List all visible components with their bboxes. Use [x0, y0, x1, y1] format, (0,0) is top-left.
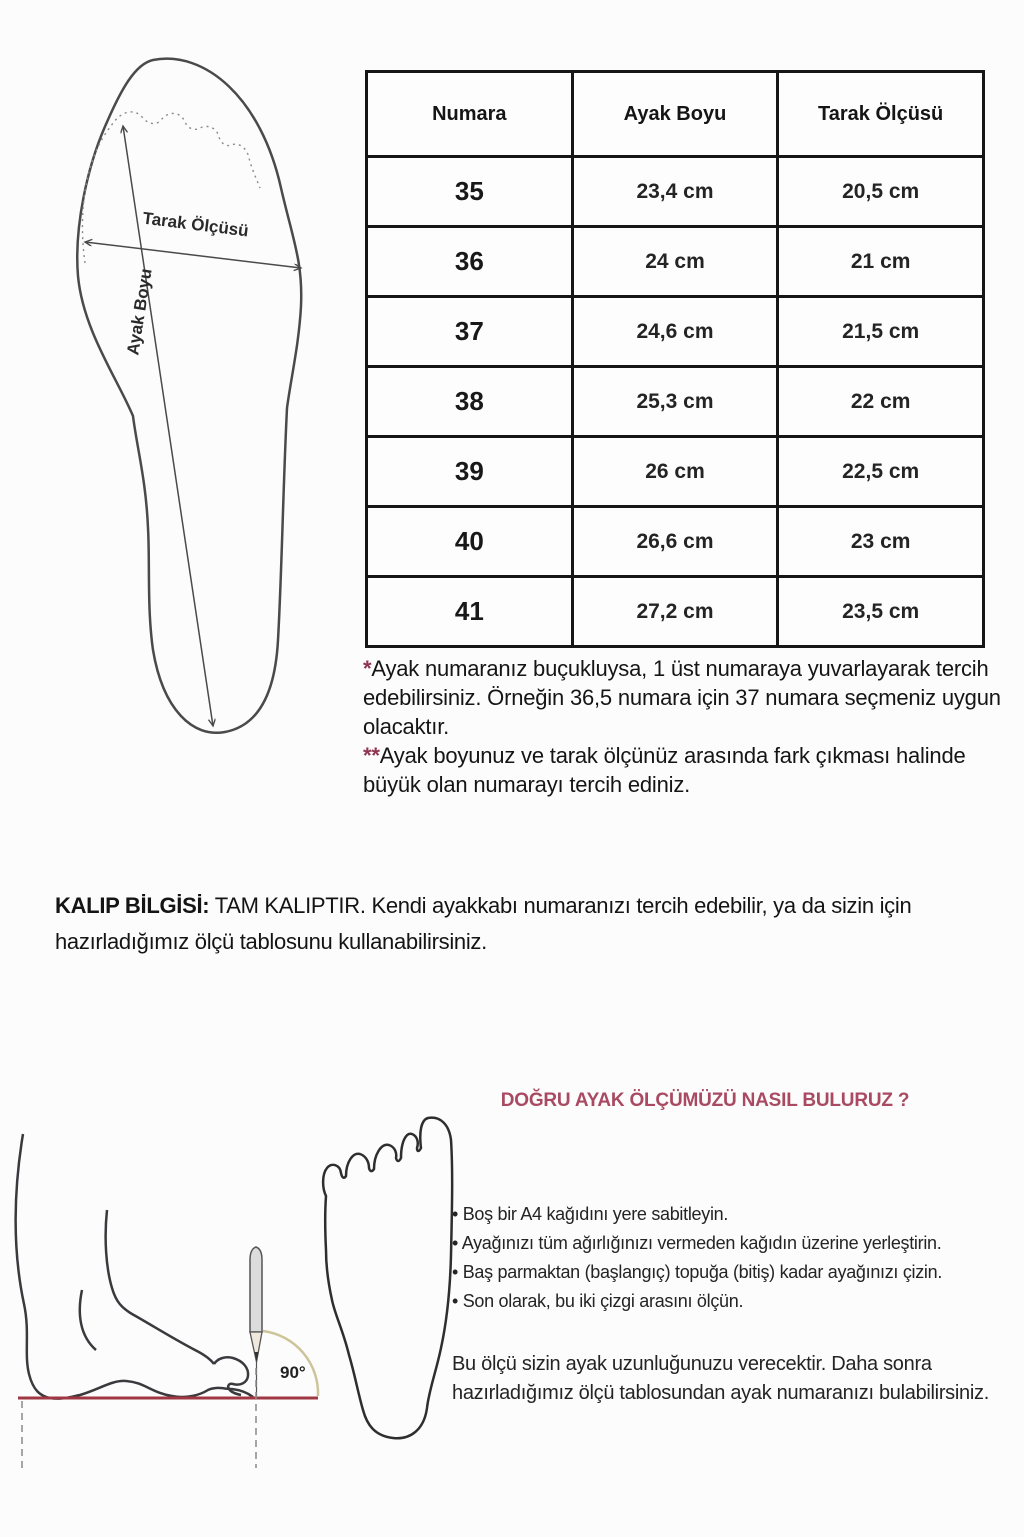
list-item: • Son olarak, bu iki çizgi arasını ölçün. — [452, 1287, 1024, 1316]
cell-tarak-olcusu: 20,5 cm — [778, 157, 984, 227]
angle-label: 90° — [280, 1363, 306, 1382]
header-numara: Numara — [367, 72, 573, 157]
list-item: • Baş parmaktan (başlangıç) topuğa (bitiş) kadar ayağınızı çizin. — [452, 1258, 1024, 1287]
table-row — [367, 437, 984, 507]
table-row — [367, 367, 984, 437]
foot-instep-outline — [106, 1210, 214, 1364]
insole-outline — [77, 59, 301, 733]
table-row — [367, 157, 984, 227]
list-item: • Ayağınızı tüm ağırlığınızı vermeden kağıdın üzerine yerleştirin. — [452, 1229, 1024, 1258]
cell-ayak-boyu: 26,6 cm — [572, 507, 778, 577]
insole-toe-contour-dotted — [82, 112, 260, 263]
table-row — [367, 297, 984, 367]
footnote-2-asterisk: ** — [363, 743, 380, 768]
width-arrow — [85, 242, 301, 268]
cell-tarak-olcusu: 22 cm — [778, 367, 984, 437]
closing-paragraph: Bu ölçü sizin ayak uzunluğunuzu verecektir. Daha sonra hazırladığımız ölçü tablosundan ayak numaranızı bulabilirsiniz. — [452, 1353, 989, 1404]
footnote-2 — [363, 741, 1023, 799]
footnote-1-asterisk: * — [363, 656, 372, 681]
cell-tarak-olcusu: 22,5 cm — [778, 437, 984, 507]
footprint-outline — [323, 1118, 452, 1439]
cell-numara: 39 — [367, 437, 573, 507]
cell-numara: 37 — [367, 297, 573, 367]
table-row — [367, 227, 984, 297]
table-row — [367, 577, 984, 647]
footnote-1 — [363, 654, 1023, 741]
footnote-1-text: Ayak numaranız buçukluysa, 1 üst numaraya yuvarlayarak tercih edebilirsiniz. Örneğin 36,5 numara için 37 numara seçmeniz uygun olacaktır. — [363, 656, 1001, 739]
cell-tarak-olcusu: 21 cm — [778, 227, 984, 297]
cell-tarak-olcusu: 23 cm — [778, 507, 984, 577]
cell-ayak-boyu: 25,3 cm — [572, 367, 778, 437]
footnotes — [363, 654, 1023, 799]
howto-heading: DOĞRU AYAK ÖLÇÜMÜZÜ NASIL BULURUZ ? — [500, 1090, 910, 1111]
kalip-label: KALIP BİLGİSİ: — [55, 893, 210, 918]
length-label: Ayak Boyu — [123, 267, 156, 357]
side-foot-diagram — [0, 1118, 340, 1478]
cell-numara: 38 — [367, 367, 573, 437]
cell-tarak-olcusu: 23,5 cm — [778, 577, 984, 647]
size-table — [365, 70, 985, 648]
ankle-inner-line — [80, 1290, 96, 1350]
footprint-diagram — [315, 1110, 470, 1460]
cell-numara: 36 — [367, 227, 573, 297]
insole-diagram — [65, 48, 315, 748]
cell-numara: 35 — [367, 157, 573, 227]
width-label: Tarak Ölçüsü — [141, 208, 250, 241]
cell-numara: 40 — [367, 507, 573, 577]
table-row — [367, 507, 984, 577]
howto-bullets — [452, 1200, 1024, 1316]
footnote-2-text: Ayak boyunuz ve tarak ölçünüz arasında fark çıkması halinde büyük olan numarayı tercih ediniz. — [363, 743, 966, 797]
kalip-text: TAM KALIPTIR. Kendi ayakkabı numaranızı tercih edebilir, ya da sizin için hazırladığımız ölçü tablosunu kullanabilirsiniz. — [55, 893, 912, 954]
cell-tarak-olcusu: 21,5 cm — [778, 297, 984, 367]
header-ayak-boyu: Ayak Boyu — [572, 72, 778, 157]
size-table-header-row — [367, 72, 984, 157]
cell-ayak-boyu: 24 cm — [572, 227, 778, 297]
header-tarak-olcusu: Tarak Ölçüsü — [778, 72, 984, 157]
cell-numara: 41 — [367, 577, 573, 647]
cell-ayak-boyu: 26 cm — [572, 437, 778, 507]
cell-ayak-boyu: 27,2 cm — [572, 577, 778, 647]
list-item: • Boş bir A4 kağıdını yere sabitleyin. — [452, 1200, 1024, 1229]
kalip-paragraph — [55, 888, 1020, 960]
cell-ayak-boyu: 23,4 cm — [572, 157, 778, 227]
cell-ayak-boyu: 24,6 cm — [572, 297, 778, 367]
